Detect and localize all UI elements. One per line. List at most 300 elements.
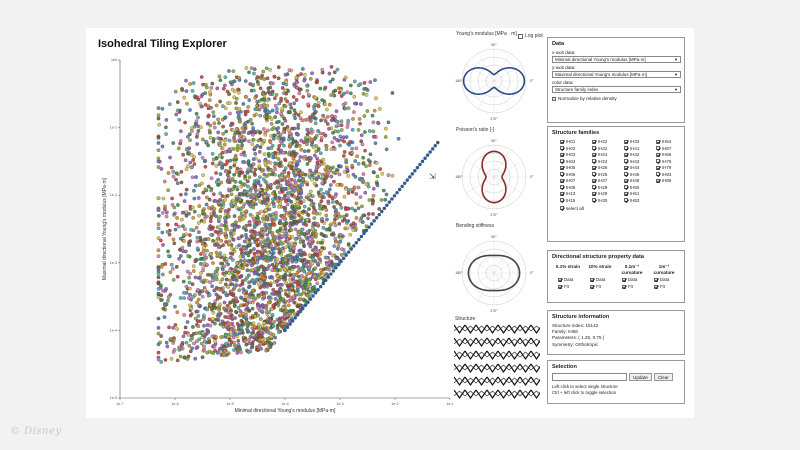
data-point[interactable]	[223, 301, 226, 304]
family-item[interactable]	[560, 165, 592, 170]
data-point[interactable]	[204, 188, 207, 191]
data-point[interactable]	[227, 92, 230, 95]
data-point[interactable]	[294, 140, 297, 143]
data-point[interactable]	[185, 168, 188, 171]
data-point[interactable]	[192, 264, 195, 267]
family-item[interactable]	[560, 198, 592, 203]
data-point[interactable]	[209, 136, 212, 139]
data-point[interactable]	[257, 267, 260, 270]
data-point[interactable]	[324, 168, 327, 171]
data-point[interactable]	[166, 189, 169, 192]
data-point[interactable]	[265, 291, 268, 294]
data-point[interactable]	[292, 250, 295, 253]
data-point[interactable]	[337, 244, 340, 247]
data-point[interactable]	[252, 83, 255, 86]
data-point[interactable]	[234, 310, 237, 313]
data-point[interactable]	[268, 68, 271, 71]
data-point[interactable]	[216, 226, 219, 229]
data-point[interactable]	[277, 136, 280, 139]
data-point[interactable]	[353, 80, 356, 83]
data-point[interactable]	[273, 168, 276, 171]
data-point[interactable]	[294, 220, 297, 223]
data-point[interactable]	[172, 278, 175, 281]
data-point[interactable]	[267, 87, 270, 90]
data-point[interactable]	[241, 171, 244, 174]
data-point[interactable]	[350, 151, 353, 154]
data-point[interactable]	[206, 144, 209, 147]
data-point[interactable]	[372, 130, 375, 133]
data-point[interactable]	[284, 274, 287, 277]
data-point[interactable]	[298, 230, 301, 233]
data-point[interactable]	[283, 268, 286, 271]
data-point[interactable]	[271, 313, 274, 316]
data-point[interactable]	[228, 171, 231, 174]
data-point[interactable]	[219, 78, 222, 81]
data-point[interactable]	[180, 88, 183, 91]
data-point[interactable]	[309, 190, 312, 193]
data-point[interactable]	[239, 275, 242, 278]
data-point[interactable]	[160, 294, 163, 297]
data-point[interactable]	[269, 226, 272, 229]
data-point[interactable]	[275, 93, 278, 96]
family-checkbox[interactable]	[560, 192, 564, 196]
data-point[interactable]	[188, 281, 191, 284]
data-point[interactable]	[281, 190, 284, 193]
data-point[interactable]	[196, 310, 199, 313]
data-point[interactable]	[233, 164, 236, 167]
data-point[interactable]	[246, 170, 249, 173]
data-point[interactable]	[320, 188, 323, 191]
data-point[interactable]	[320, 248, 323, 251]
data-point[interactable]	[173, 242, 176, 245]
data-point[interactable]	[317, 105, 320, 108]
data-point[interactable]	[325, 218, 328, 221]
family-item[interactable]	[592, 191, 624, 196]
data-point[interactable]	[253, 325, 256, 328]
data-point[interactable]	[260, 232, 263, 235]
data-point[interactable]	[253, 252, 256, 255]
data-point[interactable]	[252, 257, 255, 260]
data-point[interactable]	[211, 239, 214, 242]
data-point[interactable]	[278, 191, 281, 194]
data-point[interactable]	[331, 141, 334, 144]
data-point[interactable]	[294, 228, 297, 231]
data-point[interactable]	[331, 254, 334, 257]
data-point[interactable]	[380, 198, 383, 201]
data-point[interactable]	[264, 349, 267, 352]
data-point[interactable]	[208, 90, 211, 93]
data-point[interactable]	[263, 107, 266, 110]
data-point[interactable]	[229, 232, 232, 235]
data-point[interactable]	[260, 104, 263, 107]
data-point[interactable]	[247, 71, 250, 74]
data-point[interactable]	[219, 172, 222, 175]
data-point[interactable]	[235, 283, 238, 286]
data-point[interactable]	[235, 97, 238, 100]
data-point[interactable]	[306, 89, 309, 92]
data-point[interactable]	[265, 223, 268, 226]
data-point[interactable]	[175, 327, 178, 330]
data-point[interactable]	[308, 267, 311, 270]
data-point[interactable]	[250, 296, 253, 299]
isotropic-point[interactable]	[423, 157, 426, 160]
family-item[interactable]	[560, 185, 592, 190]
data-point[interactable]	[340, 119, 343, 122]
data-point[interactable]	[287, 235, 290, 238]
data-point[interactable]	[243, 263, 246, 266]
isotropic-point[interactable]	[413, 169, 416, 172]
data-point[interactable]	[212, 305, 215, 308]
family-checkbox[interactable]	[656, 146, 660, 150]
data-point[interactable]	[298, 211, 301, 214]
data-point[interactable]	[183, 199, 186, 202]
data-point[interactable]	[235, 197, 238, 200]
data-point[interactable]	[238, 216, 241, 219]
data-point[interactable]	[282, 137, 285, 140]
clear-button[interactable]: Clear	[654, 373, 673, 381]
data-point[interactable]	[306, 183, 309, 186]
data-point[interactable]	[252, 206, 255, 209]
data-point[interactable]	[345, 220, 348, 223]
data-point[interactable]	[244, 228, 247, 231]
data-point[interactable]	[335, 110, 338, 113]
data-point[interactable]	[284, 228, 287, 231]
data-point[interactable]	[293, 256, 296, 259]
data-point[interactable]	[306, 118, 309, 121]
data-point[interactable]	[182, 239, 185, 242]
data-point[interactable]	[212, 192, 215, 195]
data-point[interactable]	[195, 96, 198, 99]
isotropic-point[interactable]	[347, 251, 350, 254]
data-point[interactable]	[194, 184, 197, 187]
data-point[interactable]	[273, 173, 276, 176]
data-point[interactable]	[367, 185, 370, 188]
directional-option-row1[interactable]	[552, 277, 584, 282]
data-point[interactable]	[294, 181, 297, 184]
data-point[interactable]	[305, 84, 308, 87]
data-point[interactable]	[175, 113, 178, 116]
data-point[interactable]	[285, 211, 288, 214]
data-point[interactable]	[195, 226, 198, 229]
data-point[interactable]	[166, 250, 169, 253]
data-point[interactable]	[349, 84, 352, 87]
data-point[interactable]	[183, 96, 186, 99]
data-point[interactable]	[209, 212, 212, 215]
data-point[interactable]	[315, 212, 318, 215]
data-point[interactable]	[184, 210, 187, 213]
data-point[interactable]	[299, 117, 302, 120]
data-point[interactable]	[218, 215, 221, 218]
data-point[interactable]	[247, 244, 250, 247]
data-point[interactable]	[205, 215, 208, 218]
family-checkbox[interactable]	[592, 179, 596, 183]
data-point[interactable]	[160, 265, 163, 268]
data-point[interactable]	[175, 216, 178, 219]
data-point[interactable]	[167, 254, 170, 257]
data-point[interactable]	[157, 254, 160, 257]
scatter-plot[interactable]	[86, 52, 458, 418]
data-point[interactable]	[260, 74, 263, 77]
data-point[interactable]	[190, 347, 193, 350]
data-point[interactable]	[183, 228, 186, 231]
data-point[interactable]	[361, 214, 364, 217]
data-point[interactable]	[290, 287, 293, 290]
data-point[interactable]	[190, 129, 193, 132]
data-point[interactable]	[209, 233, 212, 236]
data-point[interactable]	[219, 192, 222, 195]
family-item[interactable]	[624, 152, 656, 157]
data-point[interactable]	[163, 315, 166, 318]
data-point[interactable]	[281, 322, 284, 325]
data-point[interactable]	[277, 157, 280, 160]
data-point[interactable]	[205, 196, 208, 199]
data-point[interactable]	[163, 303, 166, 306]
family-item[interactable]	[624, 172, 656, 177]
data-point[interactable]	[262, 214, 265, 217]
data-point[interactable]	[329, 183, 332, 186]
data-point[interactable]	[224, 150, 227, 153]
data-point[interactable]	[251, 142, 254, 145]
data-point[interactable]	[246, 180, 249, 183]
data-point[interactable]	[342, 140, 345, 143]
data-point[interactable]	[359, 102, 362, 105]
data-point[interactable]	[328, 188, 331, 191]
data-point[interactable]	[321, 68, 324, 71]
data-point[interactable]	[291, 259, 294, 262]
data-point[interactable]	[231, 177, 234, 180]
data-point[interactable]	[295, 133, 298, 136]
data-point[interactable]	[317, 101, 320, 104]
data-point[interactable]	[282, 299, 285, 302]
data-point[interactable]	[157, 117, 160, 120]
data-point[interactable]	[192, 81, 195, 84]
data-point[interactable]	[225, 130, 228, 133]
data-point[interactable]	[256, 232, 259, 235]
data-point[interactable]	[232, 325, 235, 328]
data-point[interactable]	[203, 339, 206, 342]
data-point[interactable]	[203, 258, 206, 261]
family-checkbox[interactable]	[560, 146, 564, 150]
data-point[interactable]	[379, 167, 382, 170]
data-point[interactable]	[220, 223, 223, 226]
data-point[interactable]	[232, 294, 235, 297]
data-point[interactable]	[243, 225, 246, 228]
data-point[interactable]	[325, 190, 328, 193]
data-point[interactable]	[302, 209, 305, 212]
data-point[interactable]	[172, 238, 175, 241]
data-point[interactable]	[203, 253, 206, 256]
data-point[interactable]	[299, 240, 302, 243]
data-point[interactable]	[157, 214, 160, 217]
data-point[interactable]	[196, 247, 199, 250]
data-point[interactable]	[221, 166, 224, 169]
data-point[interactable]	[306, 103, 309, 106]
data-point[interactable]	[157, 326, 160, 329]
data-point[interactable]	[372, 135, 375, 138]
data-point[interactable]	[338, 203, 341, 206]
data-point[interactable]	[288, 178, 291, 181]
data-point[interactable]	[316, 161, 319, 164]
data-point[interactable]	[385, 148, 388, 151]
data-point[interactable]	[198, 292, 201, 295]
isotropic-point[interactable]	[339, 260, 342, 263]
data-point[interactable]	[209, 324, 212, 327]
data-point[interactable]	[176, 359, 179, 362]
data-point[interactable]	[252, 247, 255, 250]
data-point[interactable]	[218, 75, 221, 78]
data-point[interactable]	[167, 295, 170, 298]
data-point[interactable]	[224, 333, 227, 336]
data-point[interactable]	[232, 136, 235, 139]
data-point[interactable]	[326, 115, 329, 118]
isotropic-point[interactable]	[288, 323, 291, 326]
isotropic-point[interactable]	[390, 197, 393, 200]
data-point[interactable]	[259, 334, 262, 337]
data-point[interactable]	[190, 312, 193, 315]
data-point[interactable]	[166, 345, 169, 348]
data-point[interactable]	[252, 163, 255, 166]
data-point[interactable]	[167, 171, 170, 174]
data-point[interactable]	[244, 294, 247, 297]
data-point[interactable]	[296, 126, 299, 129]
data-point[interactable]	[172, 170, 175, 173]
data-point[interactable]	[340, 206, 343, 209]
data-point[interactable]	[325, 148, 328, 151]
data-point[interactable]	[284, 73, 287, 76]
data-point[interactable]	[163, 180, 166, 183]
isotropic-point[interactable]	[283, 329, 286, 332]
data-point[interactable]	[291, 277, 294, 280]
data-point[interactable]	[288, 199, 291, 202]
data-point[interactable]	[315, 157, 318, 160]
data-point[interactable]	[253, 146, 256, 149]
data-point[interactable]	[381, 172, 384, 175]
data-point[interactable]	[196, 319, 199, 322]
data-point[interactable]	[397, 137, 400, 140]
data-point[interactable]	[284, 199, 287, 202]
data-point[interactable]	[272, 205, 275, 208]
data-point[interactable]	[303, 73, 306, 76]
data-point[interactable]	[309, 128, 312, 131]
data-point[interactable]	[338, 173, 341, 176]
data-point[interactable]	[384, 127, 387, 130]
data-point[interactable]	[243, 259, 246, 262]
data-point[interactable]	[252, 138, 255, 141]
data-point[interactable]	[284, 89, 287, 92]
data-point[interactable]	[213, 345, 216, 348]
directional-option-row2[interactable]	[648, 284, 680, 289]
data-point[interactable]	[338, 215, 341, 218]
data-point[interactable]	[355, 192, 358, 195]
data-point[interactable]	[173, 348, 176, 351]
data-point[interactable]	[330, 65, 333, 68]
data-point[interactable]	[289, 249, 292, 252]
data-point[interactable]	[157, 197, 160, 200]
data-point[interactable]	[259, 317, 262, 320]
data-point[interactable]	[216, 131, 219, 134]
data-point[interactable]	[299, 216, 302, 219]
data-point[interactable]	[273, 165, 276, 168]
data-point[interactable]	[251, 343, 254, 346]
data-point[interactable]	[343, 195, 346, 198]
family-item[interactable]	[656, 172, 688, 177]
data-point[interactable]	[299, 253, 302, 256]
isotropic-point[interactable]	[299, 310, 302, 313]
data-point[interactable]	[280, 242, 283, 245]
data-point[interactable]	[325, 108, 328, 111]
data-point[interactable]	[210, 285, 213, 288]
data-point[interactable]	[179, 130, 182, 133]
data-point[interactable]	[338, 222, 341, 225]
data-point[interactable]	[312, 115, 315, 118]
data-point[interactable]	[363, 114, 366, 117]
data-point[interactable]	[284, 261, 287, 264]
data-point[interactable]	[271, 152, 274, 155]
data-point[interactable]	[351, 207, 354, 210]
data-point[interactable]	[186, 152, 189, 155]
data-point[interactable]	[224, 107, 227, 110]
data-point[interactable]	[233, 304, 236, 307]
data-point[interactable]	[208, 98, 211, 101]
data-point[interactable]	[185, 341, 188, 344]
data-point[interactable]	[293, 116, 296, 119]
data-point[interactable]	[314, 278, 317, 281]
data-point[interactable]	[328, 72, 331, 75]
data-point[interactable]	[267, 90, 270, 93]
data-point[interactable]	[312, 222, 315, 225]
data-point[interactable]	[241, 255, 244, 258]
data-point[interactable]	[182, 313, 185, 316]
data-point[interactable]	[287, 138, 290, 141]
data-point[interactable]	[279, 112, 282, 115]
data-point[interactable]	[176, 311, 179, 314]
data-point[interactable]	[247, 132, 250, 135]
data-point[interactable]	[241, 279, 244, 282]
data-point[interactable]	[301, 67, 304, 70]
data-point[interactable]	[291, 210, 294, 213]
data-point[interactable]	[224, 116, 227, 119]
data-point[interactable]	[314, 246, 317, 249]
data-point[interactable]	[333, 71, 336, 74]
data-point[interactable]	[199, 252, 202, 255]
data-point[interactable]	[219, 251, 222, 254]
data-point[interactable]	[308, 156, 311, 159]
data-point[interactable]	[306, 139, 309, 142]
data-point[interactable]	[223, 254, 226, 257]
data-point[interactable]	[263, 195, 266, 198]
data-point[interactable]	[281, 306, 284, 309]
data-point[interactable]	[161, 145, 164, 148]
data-point[interactable]	[186, 320, 189, 323]
data-point[interactable]	[208, 198, 211, 201]
data-point[interactable]	[157, 222, 160, 225]
data-point[interactable]	[272, 137, 275, 140]
data-point[interactable]	[315, 165, 318, 168]
data-point[interactable]	[245, 236, 248, 239]
data-point[interactable]	[223, 84, 226, 87]
data-point[interactable]	[161, 243, 164, 246]
data-point[interactable]	[224, 139, 227, 142]
data-point[interactable]	[349, 233, 352, 236]
isotropic-point[interactable]	[296, 313, 299, 316]
data-point[interactable]	[157, 267, 160, 270]
data-point[interactable]	[247, 160, 250, 163]
data-point[interactable]	[238, 347, 241, 350]
data-point[interactable]	[308, 254, 311, 257]
data-point[interactable]	[387, 173, 390, 176]
data-point[interactable]	[196, 116, 199, 119]
data-point[interactable]	[264, 189, 267, 192]
